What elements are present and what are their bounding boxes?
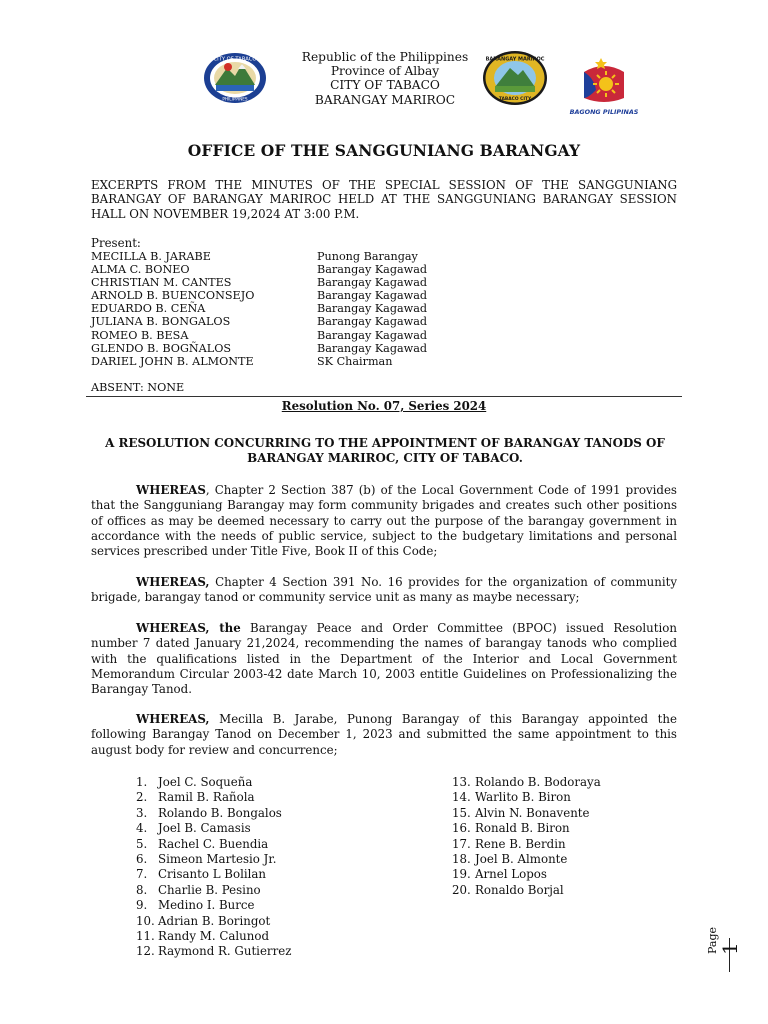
absent-line: ABSENT: NONE xyxy=(91,381,185,394)
attendee-row xyxy=(91,276,511,289)
tanod-name: Rene B. Berdin xyxy=(475,836,566,851)
header-barangay: BARANGAY MARIROC xyxy=(314,92,456,107)
tanod-name: Joel C. Soqueña xyxy=(158,775,253,789)
tanod-list-item xyxy=(452,852,601,867)
tanod-number: 20. xyxy=(452,882,471,897)
tanod-number: 17. xyxy=(452,836,471,851)
attendee-name: MECILLA B. JARABE xyxy=(91,250,211,263)
attendee-name: ARNOLD B. BUENCONSEJO xyxy=(91,289,255,303)
tanod-list-item xyxy=(136,929,291,944)
attendee-row xyxy=(91,329,511,342)
seal-right-bottom-text: TABACO CITY xyxy=(498,97,532,102)
tanod-list-item xyxy=(136,821,291,836)
bagong-pilipinas-logo xyxy=(566,50,642,120)
attendee-row xyxy=(91,289,511,302)
tanod-list-left xyxy=(136,775,291,960)
whereas-text: Mecilla B. Jarabe, Punong Barangay of this Barangay appointed the following Barangay Tanod on December 1, 2023 and submitted the same appointment to this august body for review and concurrence; xyxy=(91,712,677,757)
seal-right-top-text: BARANGAY MARIROC xyxy=(485,56,545,63)
tanod-name: Joel B. Almonte xyxy=(475,851,568,866)
attendee-position: Barangay Kagawad xyxy=(317,276,428,290)
tanod-list-item xyxy=(452,867,601,882)
tanod-list-item xyxy=(452,837,601,852)
tanod-name: Rolando B. Bongalos xyxy=(158,805,282,820)
whereas-clause xyxy=(91,712,677,758)
section-divider xyxy=(86,396,682,397)
page-number: 1 xyxy=(718,942,742,955)
whereas-lead: WHEREAS xyxy=(136,483,206,497)
tanod-list-item xyxy=(136,883,291,898)
tanod-name: Rolando B. Bodoraya xyxy=(475,775,601,789)
city-of-tabaco-seal xyxy=(202,52,268,104)
tanod-number: 8. xyxy=(136,882,148,897)
tanod-name: Joel B. Camasis xyxy=(158,821,251,836)
whereas-text: Chapter 4 Section 391 No. 16 provides for the organization of community brigade, barangay tanod or community service unit as many as maybe necessary; xyxy=(91,575,677,605)
attendee-name: JULIANA B. BONGALOS xyxy=(91,315,231,329)
tanod-number: 16. xyxy=(452,821,471,836)
tanod-number: 2. xyxy=(136,790,148,805)
attendee-position: Punong Barangay xyxy=(317,250,418,263)
attendee-row xyxy=(91,263,511,276)
attendee-position: Barangay Kagawad xyxy=(317,263,428,277)
tanod-list-item xyxy=(136,775,291,790)
tanod-name: Rachel C. Buendia xyxy=(158,836,269,851)
tanod-list-right xyxy=(452,775,601,898)
tanod-number: 15. xyxy=(452,805,471,820)
attendee-position: Barangay Kagawad xyxy=(317,328,428,342)
tanod-list-item xyxy=(452,821,601,836)
tanod-list-item xyxy=(136,914,291,929)
attendee-row xyxy=(91,315,511,328)
tanod-list-item xyxy=(136,837,291,852)
tanod-name: Charlie B. Pesino xyxy=(158,882,261,897)
tanod-name: Medino I. Burce xyxy=(158,898,255,913)
tanod-number: 1. xyxy=(136,775,148,789)
tanod-number: 11. xyxy=(136,928,155,943)
tanod-name: Simeon Martesio Jr. xyxy=(158,851,277,866)
tanod-name: Ronald B. Biron xyxy=(475,821,570,836)
attendee-name: EDUARDO B. CEÑA xyxy=(91,302,206,316)
minutes-excerpt: EXCERPTS FROM THE MINUTES OF THE SPECIAL SESSION OF THE SANGGUNIANG BARANGAY OF BARANGAY MARIROC HELD AT THE SANGGUNIANG BARANGAY SESSION HALL ON NOVEMBER 19,2024 AT 3:00 P.M. xyxy=(91,178,677,221)
tanod-list-item xyxy=(136,944,291,959)
attendee-position: Barangay Kagawad xyxy=(317,289,428,303)
whereas-text: , Chapter 2 Section 387 (b) of the Local Government Code of 1991 provides that the Sangguniang Barangay may form community brigades and creates such other positions of offices as may be deemed necessary to carry out the purpose of the barangay government in accordance with the needs of public service, subject to the budgetary limitations and personal services prescribed under Title Five, Book II of this Code; xyxy=(91,483,677,559)
whereas-lead: WHEREAS, the xyxy=(136,621,241,635)
tanod-name: Alvin N. Bonavente xyxy=(475,805,590,820)
tanod-number: 10. xyxy=(136,913,155,928)
seal-left-top-text: CITY OF TABACO xyxy=(213,56,257,63)
tanod-number: 13. xyxy=(452,775,471,789)
attendee-position: Barangay Kagawad xyxy=(317,315,428,329)
whereas-lead: WHEREAS, xyxy=(136,575,210,589)
attendee-row xyxy=(91,302,511,315)
tanod-name: Raymond R. Gutierrez xyxy=(158,944,292,959)
tanod-list-item xyxy=(136,790,291,805)
attendee-position: Barangay Kagawad xyxy=(317,341,428,355)
tanod-name: Randy M. Calunod xyxy=(158,928,270,943)
tanod-list-item xyxy=(452,806,601,821)
tanod-number: 7. xyxy=(136,867,148,882)
header-province: Province of Albay xyxy=(330,64,440,79)
page-label: Page xyxy=(706,926,719,954)
tanod-name: Warlito B. Biron xyxy=(475,790,571,805)
resolution-title: A RESOLUTION CONCURRING TO THE APPOINTMENT OF BARANGAY TANODS OF BARANGAY MARIROC, CITY OF TABACO. xyxy=(105,436,665,466)
whereas-clause xyxy=(91,483,677,559)
header-city: CITY OF TABACO xyxy=(330,78,440,93)
bagong-pilipinas-text: BAGONG PILIPINAS xyxy=(569,108,639,116)
office-title: OFFICE OF THE SANGGUNIANG BARANGAY xyxy=(187,141,581,160)
attendee-position: SK Chairman xyxy=(317,354,393,368)
attendee-name: ROMEO B. BESA xyxy=(91,328,189,342)
tanod-name: Ronaldo Borjal xyxy=(475,882,564,897)
tanod-name: Ramil B. Rañola xyxy=(158,790,255,805)
document-header xyxy=(280,50,490,107)
tanod-list-item xyxy=(136,806,291,821)
tanod-number: 6. xyxy=(136,851,148,866)
tanod-number: 9. xyxy=(136,898,148,913)
tanod-number: 14. xyxy=(452,790,471,805)
tanod-number: 4. xyxy=(136,821,148,836)
attendee-name: DARIEL JOHN B. ALMONTE xyxy=(91,354,254,368)
tanod-name: Adrian B. Boringot xyxy=(158,913,271,928)
whereas-clause xyxy=(91,575,677,606)
tanod-number: 3. xyxy=(136,805,148,820)
tanod-number: 5. xyxy=(136,836,148,851)
attendee-name: GLENDO B. BOGÑALOS xyxy=(91,341,232,355)
present-label: Present: xyxy=(91,236,141,250)
attendee-row xyxy=(91,250,511,263)
attendee-name: ALMA C. BONEO xyxy=(91,263,190,277)
tanod-list-item xyxy=(136,898,291,913)
attendee-row xyxy=(91,355,511,368)
tanod-list-item xyxy=(452,790,601,805)
seal-left-bottom-text: PHILIPPINES xyxy=(222,96,248,102)
tanod-number: 12. xyxy=(136,944,155,959)
whereas-clause xyxy=(91,621,677,697)
attendance-list xyxy=(91,250,511,368)
attendee-position: Barangay Kagawad xyxy=(317,302,428,316)
tanod-name: Crisanto L Bolilan xyxy=(158,867,267,882)
header-republic: Republic of the Philippines xyxy=(301,50,469,64)
resolution-number: Resolution No. 07, Series 2024 xyxy=(281,399,487,413)
tanod-number: 19. xyxy=(452,867,471,882)
tanod-name: Arnel Lopos xyxy=(475,867,547,882)
tanod-number: 18. xyxy=(452,851,471,866)
tanod-list-item xyxy=(136,867,291,882)
attendee-name: CHRISTIAN M. CANTES xyxy=(91,276,232,290)
tanod-list-item xyxy=(452,883,601,898)
tanod-list-item xyxy=(452,775,601,790)
attendee-row xyxy=(91,342,511,355)
tanod-list-item xyxy=(136,852,291,867)
whereas-lead: WHEREAS, xyxy=(136,712,210,726)
whereas-text: Barangay Peace and Order Committee (BPOC) issued Resolution number 7 dated January 21,2024, recommending the names of barangay tanods who complied with the qualifications listed in the Department of the Interior and Local Government Memorandum Circular 2003-42 date March 10, 2003 entitle Guidelines on Professionalizing the Barangay Tanod. xyxy=(91,621,677,697)
barangay-mariroc-seal xyxy=(482,50,548,106)
